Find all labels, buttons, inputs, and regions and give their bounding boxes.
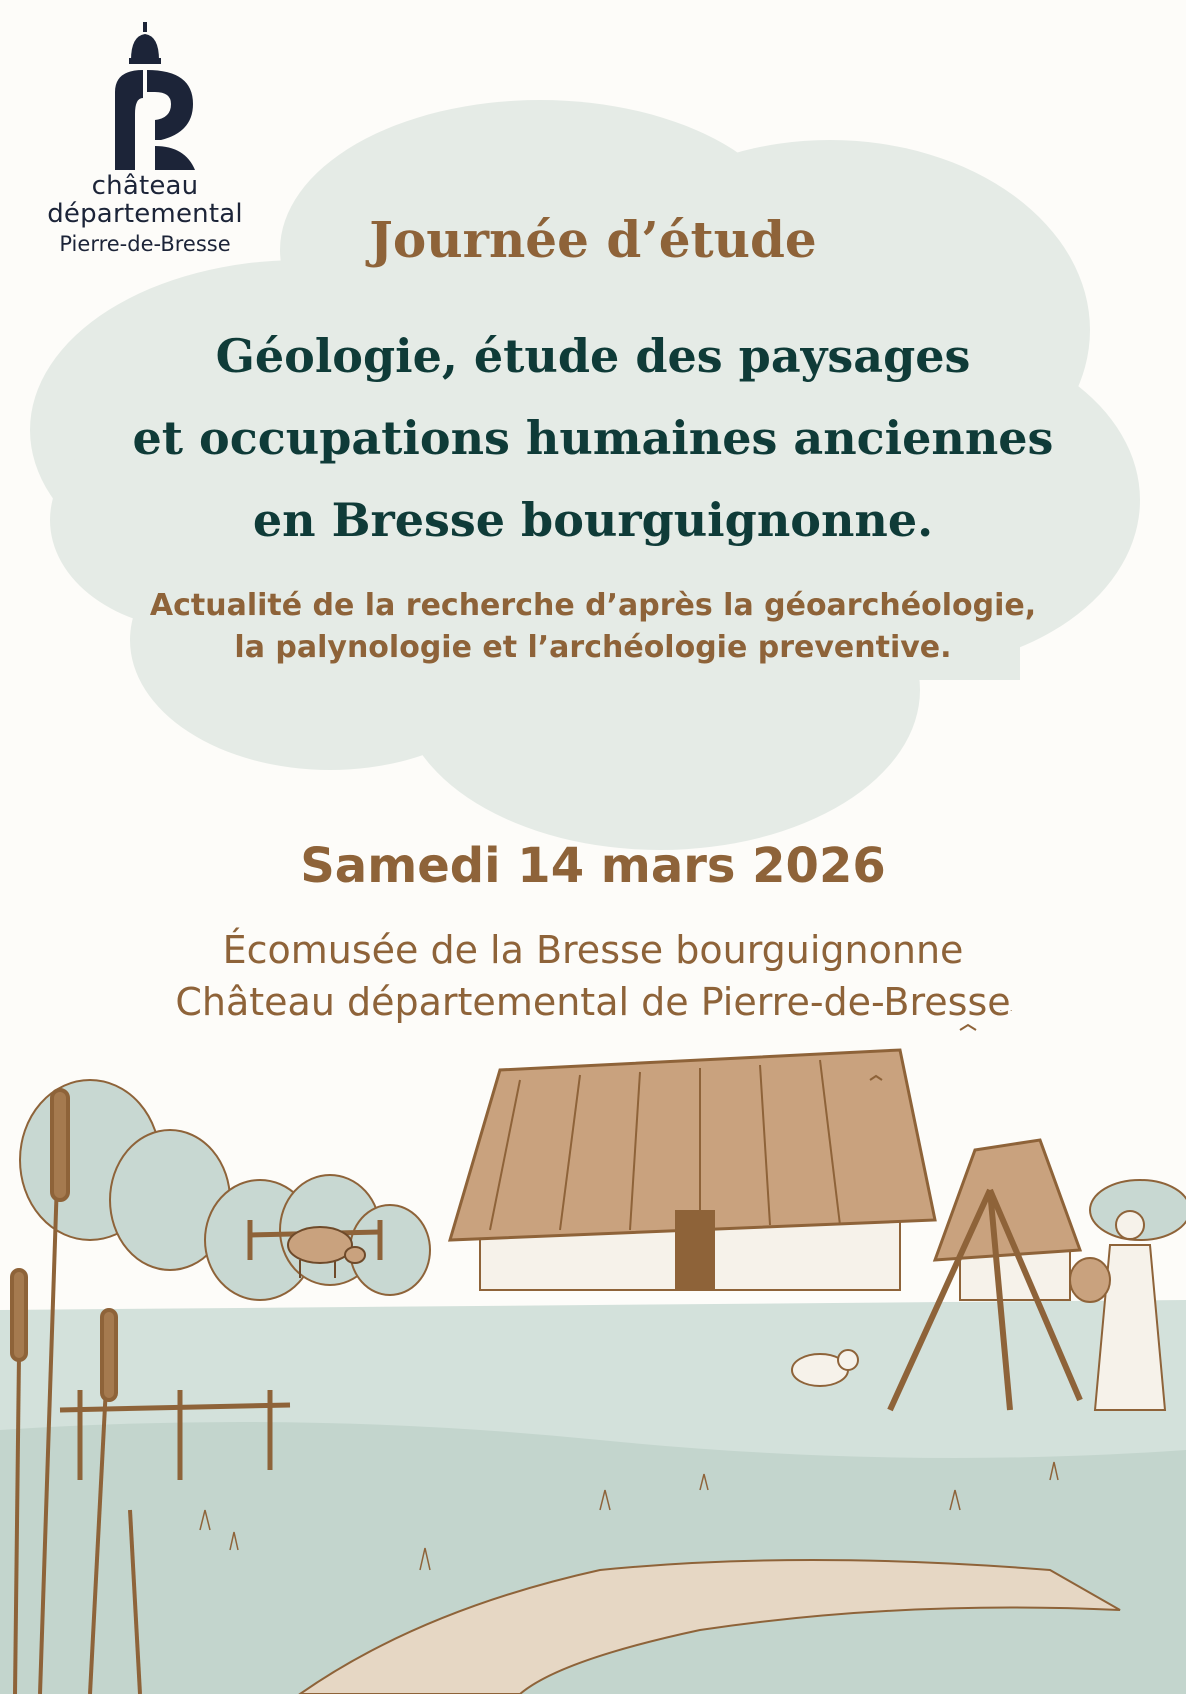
title-line-1: Géologie, étude des paysages bbox=[215, 329, 971, 383]
event-kicker: Journée d’étude bbox=[369, 210, 817, 269]
event-title bbox=[0, 315, 1186, 561]
logo-line-departemental: départemental bbox=[47, 199, 243, 229]
venue-line-1: Écomusée de la Bresse bourguignonne bbox=[222, 928, 964, 972]
chateau-dome-logo-icon bbox=[85, 22, 205, 172]
logo-line-chateau: château bbox=[91, 171, 199, 201]
event-subtitle bbox=[0, 585, 1186, 669]
title-line-2: et occupations humaines anciennes bbox=[132, 411, 1054, 465]
village-illustration bbox=[0, 1010, 1186, 1694]
title-line-3: en Bresse bourguignonne. bbox=[252, 493, 934, 547]
longhouse bbox=[450, 1050, 935, 1290]
subtitle-line-1: Actualité de la recherche d’après la géoarchéologie, bbox=[149, 588, 1037, 623]
event-date: Samedi 14 mars 2026 bbox=[300, 838, 886, 894]
venue-line-2: Château départemental de Pierre-de-Bresse bbox=[175, 980, 1011, 1024]
logo-line-pierre-de-bresse: Pierre-de-Bresse bbox=[59, 232, 231, 256]
small-hut bbox=[935, 1140, 1080, 1300]
subtitle-line-2: la palynologie et l’archéologie preventive. bbox=[234, 630, 952, 665]
